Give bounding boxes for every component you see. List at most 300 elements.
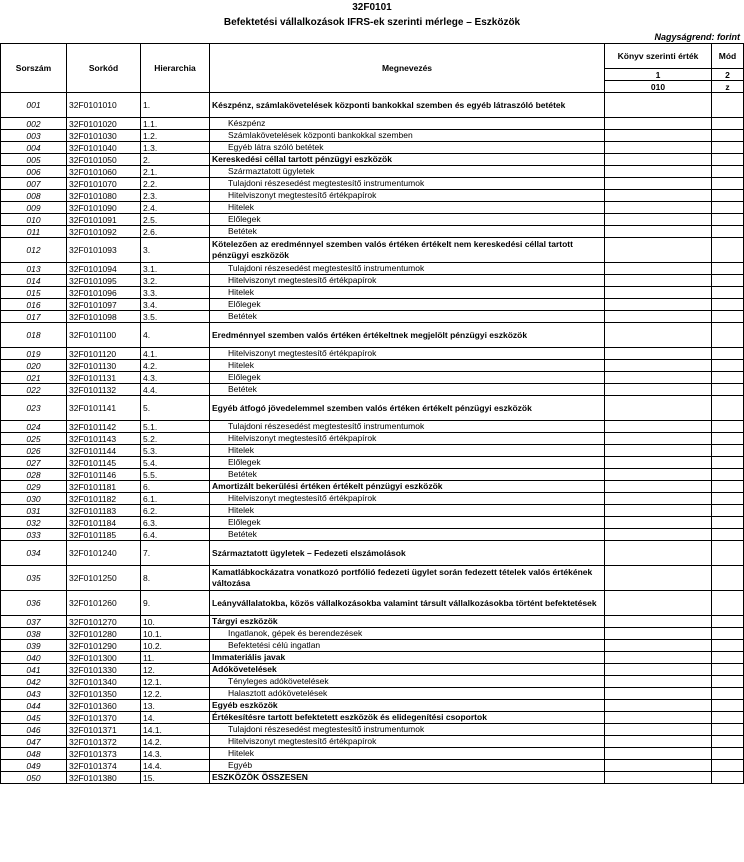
mode-cell xyxy=(712,445,744,457)
value-cell xyxy=(605,772,712,784)
table-row xyxy=(1,760,744,772)
row-label-text: Hitelviszonyt megtestesítő értékpapírok xyxy=(228,190,377,200)
row-hierarchy: 5. xyxy=(141,396,210,421)
row-label xyxy=(210,712,605,724)
row-hierarchy: 14. xyxy=(141,712,210,724)
row-label xyxy=(210,541,605,566)
row-number: 010 xyxy=(1,214,67,226)
mode-cell xyxy=(712,166,744,178)
mode-cell xyxy=(712,93,744,118)
value-cell xyxy=(605,700,712,712)
row-label-text: Kamatlábkockázatra vonatkozó portfólió fedezeti ügylet során fedezett tételek valós értékének változása xyxy=(212,567,593,588)
row-code: 32F0101091 xyxy=(67,214,141,226)
row-label-text: Egyéb xyxy=(228,760,253,770)
value-cell xyxy=(605,118,712,130)
balance-sheet-table xyxy=(0,43,744,784)
table-row xyxy=(1,616,744,628)
row-number: 025 xyxy=(1,433,67,445)
row-code: 32F0101330 xyxy=(67,664,141,676)
col-code-mod: z xyxy=(712,81,744,93)
row-code: 32F0101290 xyxy=(67,640,141,652)
mode-cell xyxy=(712,591,744,616)
mode-cell xyxy=(712,372,744,384)
row-label-text: Előlegek xyxy=(228,517,261,527)
row-number: 028 xyxy=(1,469,67,481)
row-label-text: Tulajdoni részesedést megtestesítő instrumentumok xyxy=(228,421,425,431)
row-label-text: Hitelviszonyt megtestesítő értékpapírok xyxy=(228,348,377,358)
row-hierarchy: 3.4. xyxy=(141,299,210,311)
row-number: 033 xyxy=(1,529,67,541)
row-code: 32F0101094 xyxy=(67,263,141,275)
row-label xyxy=(210,445,605,457)
row-label-text: Származtatott ügyletek – Fedezeti elszámolások xyxy=(212,547,406,558)
row-label-text: Betétek xyxy=(228,529,257,539)
row-label xyxy=(210,760,605,772)
row-code: 32F0101182 xyxy=(67,493,141,505)
table-row xyxy=(1,628,744,640)
row-code: 32F0101146 xyxy=(67,469,141,481)
row-label-text: ESZKÖZÖK ÖSSZESEN xyxy=(212,772,308,782)
row-code: 32F0101010 xyxy=(67,93,141,118)
row-code: 32F0101096 xyxy=(67,287,141,299)
value-cell xyxy=(605,541,712,566)
row-label-text: Hitelek xyxy=(228,445,254,455)
mode-cell xyxy=(712,457,744,469)
mode-cell xyxy=(712,287,744,299)
row-number: 037 xyxy=(1,616,67,628)
table-row xyxy=(1,421,744,433)
table-row xyxy=(1,688,744,700)
mode-cell xyxy=(712,529,744,541)
table-row xyxy=(1,190,744,202)
row-label-text: Előlegek xyxy=(228,214,261,224)
row-code: 32F0101120 xyxy=(67,348,141,360)
row-hierarchy: 14.2. xyxy=(141,736,210,748)
row-code: 32F0101130 xyxy=(67,360,141,372)
row-number: 031 xyxy=(1,505,67,517)
col-header-mod: Mód xyxy=(712,44,744,69)
row-label-text: Hitelviszonyt megtestesítő értékpapírok xyxy=(228,736,377,746)
row-hierarchy: 12. xyxy=(141,664,210,676)
row-code: 32F0101080 xyxy=(67,190,141,202)
row-label xyxy=(210,652,605,664)
row-number: 049 xyxy=(1,760,67,772)
table-row xyxy=(1,772,744,784)
table-row xyxy=(1,118,744,130)
row-label-text: Értékesítésre tartott befektetett eszközök és elidegenítési csoportok xyxy=(212,712,487,722)
mode-cell xyxy=(712,323,744,348)
row-code: 32F0101270 xyxy=(67,616,141,628)
row-code: 32F0101098 xyxy=(67,311,141,323)
row-number: 007 xyxy=(1,178,67,190)
table-row xyxy=(1,384,744,396)
mode-cell xyxy=(712,517,744,529)
value-cell xyxy=(605,238,712,263)
col-code-konyv: 010 xyxy=(605,81,712,93)
row-code: 32F0101181 xyxy=(67,481,141,493)
row-hierarchy: 12.2. xyxy=(141,688,210,700)
row-number: 008 xyxy=(1,190,67,202)
mode-cell xyxy=(712,275,744,287)
row-label-text: Előlegek xyxy=(228,372,261,382)
row-number: 047 xyxy=(1,736,67,748)
row-hierarchy: 6. xyxy=(141,481,210,493)
table-row xyxy=(1,712,744,724)
row-label xyxy=(210,190,605,202)
value-cell xyxy=(605,445,712,457)
table-row xyxy=(1,457,744,469)
row-label xyxy=(210,372,605,384)
table-row xyxy=(1,652,744,664)
table-row xyxy=(1,130,744,142)
row-label xyxy=(210,433,605,445)
row-label-text: Hitelviszonyt megtestesítő értékpapírok xyxy=(228,433,377,443)
row-hierarchy: 4.1. xyxy=(141,348,210,360)
table-row xyxy=(1,299,744,311)
row-code: 32F0101340 xyxy=(67,676,141,688)
value-cell xyxy=(605,360,712,372)
row-number: 038 xyxy=(1,628,67,640)
row-label xyxy=(210,640,605,652)
row-label xyxy=(210,202,605,214)
row-hierarchy: 10.2. xyxy=(141,640,210,652)
row-label xyxy=(210,178,605,190)
row-label-text: Hitelek xyxy=(228,287,254,297)
row-number: 013 xyxy=(1,263,67,275)
row-label-text: Betétek xyxy=(228,384,257,394)
value-cell xyxy=(605,299,712,311)
row-label xyxy=(210,517,605,529)
row-hierarchy: 4. xyxy=(141,323,210,348)
row-label-text: Egyéb átfogó jövedelemmel szemben valós értéken értékelt pénzügyi eszközök xyxy=(212,402,532,413)
row-label xyxy=(210,299,605,311)
value-cell xyxy=(605,712,712,724)
row-label xyxy=(210,724,605,736)
row-number: 017 xyxy=(1,311,67,323)
row-code: 32F0101373 xyxy=(67,748,141,760)
row-label-text: Kötelezően az eredménnyel szemben valós értéken értékelt nem kereskedési céllal tartott pénzügyi eszközök xyxy=(212,239,573,260)
value-cell xyxy=(605,396,712,421)
value-cell xyxy=(605,214,712,226)
row-number: 015 xyxy=(1,287,67,299)
table-row xyxy=(1,275,744,287)
mode-cell xyxy=(712,202,744,214)
row-hierarchy: 6.2. xyxy=(141,505,210,517)
value-cell xyxy=(605,481,712,493)
value-cell xyxy=(605,652,712,664)
value-cell xyxy=(605,263,712,275)
row-code: 32F0101184 xyxy=(67,517,141,529)
row-label-text: Hitelek xyxy=(228,748,254,758)
row-code: 32F0101374 xyxy=(67,760,141,772)
row-code: 32F0101360 xyxy=(67,700,141,712)
row-number: 021 xyxy=(1,372,67,384)
row-label xyxy=(210,529,605,541)
row-label-text: Betétek xyxy=(228,226,257,236)
row-number: 045 xyxy=(1,712,67,724)
row-label xyxy=(210,628,605,640)
mode-cell xyxy=(712,724,744,736)
row-label xyxy=(210,591,605,616)
table-row xyxy=(1,566,744,591)
row-code: 32F0101100 xyxy=(67,323,141,348)
row-label xyxy=(210,469,605,481)
row-number: 020 xyxy=(1,360,67,372)
table-row xyxy=(1,93,744,118)
col-header-megnevezes: Megnevezés xyxy=(210,44,605,93)
mode-cell xyxy=(712,214,744,226)
mode-cell xyxy=(712,396,744,421)
row-hierarchy: 2.4. xyxy=(141,202,210,214)
mode-cell xyxy=(712,469,744,481)
row-code: 32F0101372 xyxy=(67,736,141,748)
table-row xyxy=(1,396,744,421)
row-hierarchy: 14.1. xyxy=(141,724,210,736)
row-label-text: Tulajdoni részesedést megtestesítő instrumentumok xyxy=(228,263,425,273)
mode-cell xyxy=(712,652,744,664)
row-code: 32F0101050 xyxy=(67,154,141,166)
table-row xyxy=(1,226,744,238)
row-number: 011 xyxy=(1,226,67,238)
mode-cell xyxy=(712,421,744,433)
table-row xyxy=(1,202,744,214)
row-code: 32F0101380 xyxy=(67,772,141,784)
row-code: 32F0101300 xyxy=(67,652,141,664)
mode-cell xyxy=(712,676,744,688)
row-label-text: Készpénz, számlakövetelések központi bankokkal szemben és egyéb látraszóló betétek xyxy=(212,99,566,110)
row-label-text: Betétek xyxy=(228,469,257,479)
value-cell xyxy=(605,748,712,760)
row-label-text: Tulajdoni részesedést megtestesítő instrumentumok xyxy=(228,724,425,734)
row-number: 001 xyxy=(1,93,67,118)
row-label xyxy=(210,481,605,493)
row-label-text: Immateriális javak xyxy=(212,652,286,662)
value-cell xyxy=(605,202,712,214)
row-label-text: Egyéb eszközök xyxy=(212,700,278,710)
row-number: 024 xyxy=(1,421,67,433)
table-row xyxy=(1,263,744,275)
row-number: 040 xyxy=(1,652,67,664)
row-hierarchy: 1. xyxy=(141,93,210,118)
mode-cell xyxy=(712,640,744,652)
mode-cell xyxy=(712,433,744,445)
row-number: 039 xyxy=(1,640,67,652)
table-row xyxy=(1,372,744,384)
row-code: 32F0101143 xyxy=(67,433,141,445)
row-label xyxy=(210,772,605,784)
form-code: 32F0101 xyxy=(352,2,392,13)
row-hierarchy: 15. xyxy=(141,772,210,784)
row-hierarchy: 6.3. xyxy=(141,517,210,529)
row-code: 32F0101020 xyxy=(67,118,141,130)
row-hierarchy: 4.2. xyxy=(141,360,210,372)
row-hierarchy: 1.2. xyxy=(141,130,210,142)
value-cell xyxy=(605,724,712,736)
row-hierarchy: 5.5. xyxy=(141,469,210,481)
row-hierarchy: 2.3. xyxy=(141,190,210,202)
mode-cell xyxy=(712,311,744,323)
row-number: 026 xyxy=(1,445,67,457)
row-label-text: Hitelek xyxy=(228,360,254,370)
mode-cell xyxy=(712,712,744,724)
row-hierarchy: 9. xyxy=(141,591,210,616)
value-cell xyxy=(605,676,712,688)
mode-cell xyxy=(712,772,744,784)
row-label xyxy=(210,348,605,360)
row-number: 044 xyxy=(1,700,67,712)
row-label-text: Készpénz xyxy=(228,118,266,128)
row-hierarchy: 3.2. xyxy=(141,275,210,287)
mode-cell xyxy=(712,238,744,263)
table-row xyxy=(1,724,744,736)
row-code: 32F0101132 xyxy=(67,384,141,396)
table-row xyxy=(1,142,744,154)
row-label-text: Származtatott ügyletek xyxy=(228,166,315,176)
table-row xyxy=(1,505,744,517)
mode-cell xyxy=(712,299,744,311)
row-hierarchy: 13. xyxy=(141,700,210,712)
row-label xyxy=(210,311,605,323)
row-label-text: Tényleges adókövetelések xyxy=(228,676,329,686)
row-label-text: Egyéb látra szóló betétek xyxy=(228,142,324,152)
mode-cell xyxy=(712,760,744,772)
table-row xyxy=(1,360,744,372)
row-code: 32F0101145 xyxy=(67,457,141,469)
mode-cell xyxy=(712,748,744,760)
row-hierarchy: 3.3. xyxy=(141,287,210,299)
mode-cell xyxy=(712,178,744,190)
row-label xyxy=(210,275,605,287)
table-row xyxy=(1,166,744,178)
row-label xyxy=(210,263,605,275)
table-row xyxy=(1,238,744,263)
row-label xyxy=(210,238,605,263)
value-cell xyxy=(605,178,712,190)
value-cell xyxy=(605,591,712,616)
row-number: 012 xyxy=(1,238,67,263)
row-hierarchy: 2.5. xyxy=(141,214,210,226)
row-label xyxy=(210,93,605,118)
row-label xyxy=(210,396,605,421)
row-hierarchy: 4.4. xyxy=(141,384,210,396)
row-label xyxy=(210,421,605,433)
row-number: 009 xyxy=(1,202,67,214)
row-number: 032 xyxy=(1,517,67,529)
row-code: 32F0101371 xyxy=(67,724,141,736)
row-label xyxy=(210,142,605,154)
row-label xyxy=(210,748,605,760)
value-cell xyxy=(605,275,712,287)
mode-cell xyxy=(712,348,744,360)
col-header-sorszam: Sorszám xyxy=(1,44,67,93)
row-label-text: Előlegek xyxy=(228,299,261,309)
row-label xyxy=(210,118,605,130)
table-row xyxy=(1,676,744,688)
row-code: 32F0101092 xyxy=(67,226,141,238)
row-hierarchy: 10.1. xyxy=(141,628,210,640)
row-label-text: Ingatlanok, gépek és berendezések xyxy=(228,628,363,638)
row-code: 32F0101260 xyxy=(67,591,141,616)
unit-label: Nagyságrend: forint xyxy=(654,32,740,42)
row-label xyxy=(210,736,605,748)
row-code: 32F0101070 xyxy=(67,178,141,190)
row-code: 32F0101097 xyxy=(67,299,141,311)
mode-cell xyxy=(712,700,744,712)
value-cell xyxy=(605,640,712,652)
row-label xyxy=(210,130,605,142)
value-cell xyxy=(605,688,712,700)
row-number: 050 xyxy=(1,772,67,784)
value-cell xyxy=(605,142,712,154)
row-label xyxy=(210,154,605,166)
row-code: 32F0101350 xyxy=(67,688,141,700)
row-code: 32F0101093 xyxy=(67,238,141,263)
row-code: 32F0101183 xyxy=(67,505,141,517)
value-cell xyxy=(605,348,712,360)
mode-cell xyxy=(712,118,744,130)
row-hierarchy: 10. xyxy=(141,616,210,628)
row-label-text: Számlakövetelések központi bankokkal szemben xyxy=(228,130,413,140)
table-row xyxy=(1,640,744,652)
table-row xyxy=(1,323,744,348)
mode-cell xyxy=(712,628,744,640)
table-row xyxy=(1,517,744,529)
row-number: 014 xyxy=(1,275,67,287)
table-row xyxy=(1,348,744,360)
table-row xyxy=(1,154,744,166)
row-number: 023 xyxy=(1,396,67,421)
row-label-text: Befektetési célú ingatlan xyxy=(228,640,321,650)
row-label xyxy=(210,214,605,226)
row-label xyxy=(210,287,605,299)
row-label-text: Kereskedési céllal tartott pénzügyi eszközök xyxy=(212,154,392,164)
value-cell xyxy=(605,287,712,299)
row-number: 035 xyxy=(1,566,67,591)
row-hierarchy: 1.3. xyxy=(141,142,210,154)
row-hierarchy: 1.1. xyxy=(141,118,210,130)
row-number: 046 xyxy=(1,724,67,736)
mode-cell xyxy=(712,616,744,628)
row-hierarchy: 2.1. xyxy=(141,166,210,178)
row-code: 32F0101280 xyxy=(67,628,141,640)
row-label-text: Hitelviszonyt megtestesítő értékpapírok xyxy=(228,493,377,503)
value-cell xyxy=(605,384,712,396)
table-row xyxy=(1,700,744,712)
mode-cell xyxy=(712,493,744,505)
mode-cell xyxy=(712,384,744,396)
value-cell xyxy=(605,372,712,384)
row-code: 32F0101030 xyxy=(67,130,141,142)
mode-cell xyxy=(712,226,744,238)
table-row xyxy=(1,591,744,616)
table-row xyxy=(1,287,744,299)
table-row xyxy=(1,736,744,748)
row-label-text: Hitelek xyxy=(228,202,254,212)
row-label xyxy=(210,676,605,688)
mode-cell xyxy=(712,566,744,591)
row-hierarchy: 2.6. xyxy=(141,226,210,238)
row-number: 022 xyxy=(1,384,67,396)
value-cell xyxy=(605,311,712,323)
row-label xyxy=(210,664,605,676)
mode-cell xyxy=(712,664,744,676)
value-cell xyxy=(605,433,712,445)
row-hierarchy: 3. xyxy=(141,238,210,263)
row-hierarchy: 3.1. xyxy=(141,263,210,275)
row-hierarchy: 5.1. xyxy=(141,421,210,433)
row-number: 042 xyxy=(1,676,67,688)
value-cell xyxy=(605,154,712,166)
